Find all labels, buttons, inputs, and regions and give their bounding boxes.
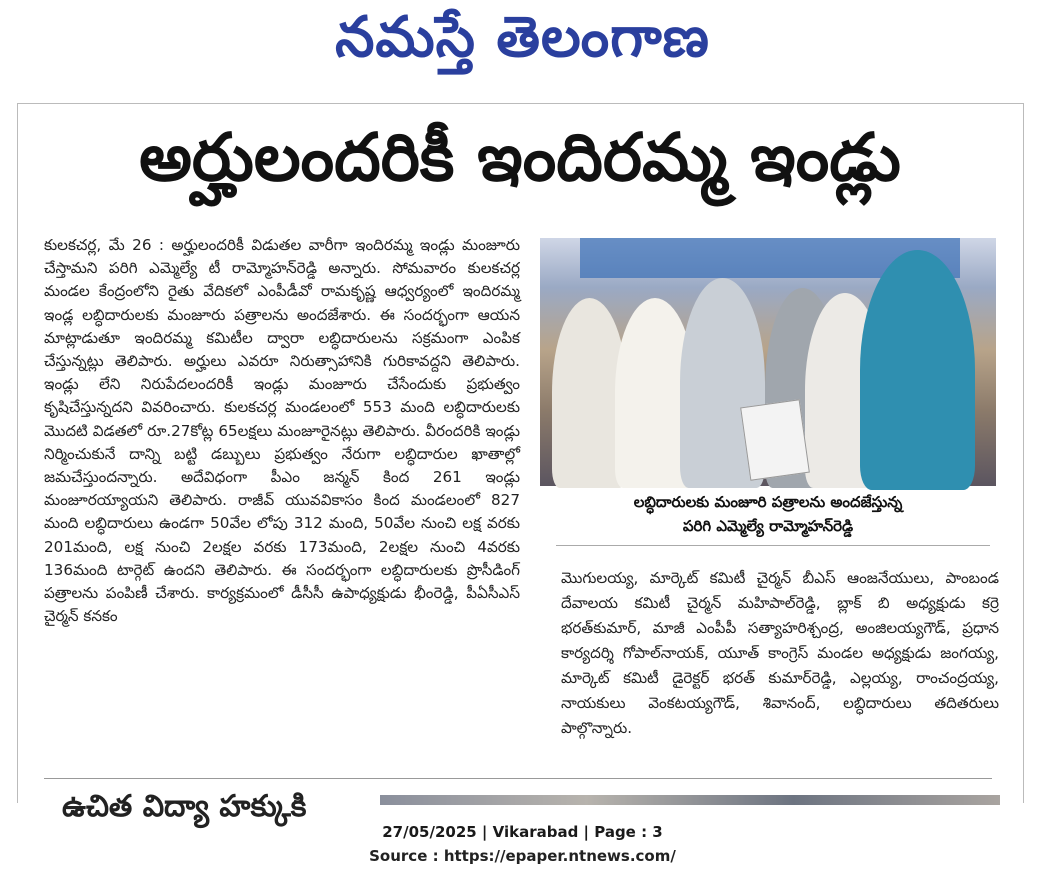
clipping-left-border: [17, 103, 18, 803]
article-bottom-divider: [44, 778, 992, 779]
clipping-top-border: [17, 103, 1023, 104]
source-link[interactable]: Source : https://epaper.ntnews.com/: [369, 847, 676, 865]
clipping-right-border: [1023, 103, 1024, 803]
edition-info: 27/05/2025 | Vikarabad | Page : 3: [382, 823, 663, 841]
next-article-headline-fragment: ఉచిత విద్యా హక్కుకి: [62, 789, 307, 824]
page-footer: [0, 820, 1045, 868]
article-headline: అర్హులందరికీ ఇందిరమ్మ ఇండ్లు: [139, 119, 901, 196]
next-article-photo-fragment: [380, 795, 1000, 805]
caption-divider: [556, 545, 990, 546]
photo-caption-line: పరిగి ఎమ్మెల్యే రామ్మోహన్‌రెడ్డి: [682, 517, 854, 535]
article-paragraph: మొగులయ్య, మార్కెట్ కమిటీ చైర్మన్ బీఎస్ ఆంజనేయులు, పాంబండ దేవాలయ కమిటీ చైర్మన్ మహిపాల్‌రెడ్డి, బ్లాక్ బి అధ్యక్షుడు కర్రె భరత్‌కుమార్, మాజీ ఎంపీపీ సత్యాహరిశ్చంద్ర, అంజిలయ్యగౌడ్, ప్రధాన కార్యదర్శి గోపాల్‌నాయక్, యూత్ కాంగ్రెస్ మండల అధ్యక్షుడు జంగయ్య, మార్కెట్ కమిటీ డైరెక్టర్ భరత్ కుమార్‌రెడ్డి, ఎల్లయ్య, రాంచంద్రయ్య, నాయకులు వెంకటయ్యగౌడ్, శివానంద్, లబ్ధిదారులు తదితరులు పాల్గొన్నారు.: [561, 569, 999, 737]
article-paragraph: కులకచర్ల, మే 26 : అర్హులందరికీ విడుతల వారీగా ఇందిరమ్మ ఇండ్లు మంజూరు చేస్తామని పరిగి ఎమ్మెల్యే టీ రామ్మోహన్‌రెడ్డి అన్నారు. సోమవారం కులకచర్ల మండల కేంద్రంలోని రైతు వేదికలో ఎంపీడీవో రామకృష్ణ ఆధ్వర్యంలో ఇందిరమ్మ ఇండ్ల లబ్ధిదారులకు మంజూరు పత్రాలను అందజేశారు. ఈ సందర్భంగా ఆయన మాట్లాడుతూ ఇందిరమ్మ కమిటీల ద్వారా లబ్ధిదారులను సక్రమంగా ఎంపిక చేస్తున్నట్లు తెలిపారు. అర్హులు ఎవరూ నిరుత్సాహానికి గురికావద్దని తెలిపారు. ఇండ్లు లేని నిరుపేదలందరికీ ఇండ్లు మంజూరు చేసేందుకు ప్రభుత్వం కృషిచేస్తున్నదని వివరించారు. కులకచర్ల మండలంలో 553 మంది లబ్ధిదారులకు మొదటి విడతలో రూ.27కోట్ల 65లక్షలు మంజూరైనట్లు తెలిపారు. వీరందరికి ఇండ్లు నిర్మించుకునే దాన్ని బట్టి డబ్బులు ప్రభుత్వం నేరుగా లబ్ధిదారుల ఖాతాల్లో జమచేస్తుందన్నారు. అదేవిధంగా పీఎం జన్మన్ కింద 261 ఇండ్లు మంజూరయ్యాయని తెలిపారు. రాజీవ్ యువవికాసం కింద మండలంలో 827 మంది లబ్ధిదారులు ఉండగా 50వేల లోపు 312 మంది, 50వేల నుంచి లక్ష వరకు 201మంది, లక్ష నుంచి 2లక్షల వరకు 173మంది, 2లక్షల నుంచి 4వరకు 136మంది టార్గెట్ ఉందని తెలిపారు. ఈ సందర్భంగా లబ్ధిదారులకు ప్రొసీడింగ్ పత్రాలను పంపిణీ చేశారు. కార్యక్రమంలో డీసీసీ ఉపాధ్యక్షుడు భీంరెడ్డి, పీఏసీఎస్ చైర్మన్ కనకం: [44, 236, 520, 626]
article-photo: [540, 238, 996, 486]
article-body-right-column: [561, 566, 999, 741]
photo-caption: [556, 490, 980, 538]
photo-caption-line: లబ్ధిదారులకు మంజూరి పత్రాలను అందజేస్తున్న: [633, 493, 903, 511]
photo-person: [860, 250, 975, 490]
photo-document: [740, 399, 810, 481]
newspaper-masthead: నమస్తే తెలంగాణ: [335, 5, 710, 70]
article-body-left-column: [44, 234, 520, 628]
